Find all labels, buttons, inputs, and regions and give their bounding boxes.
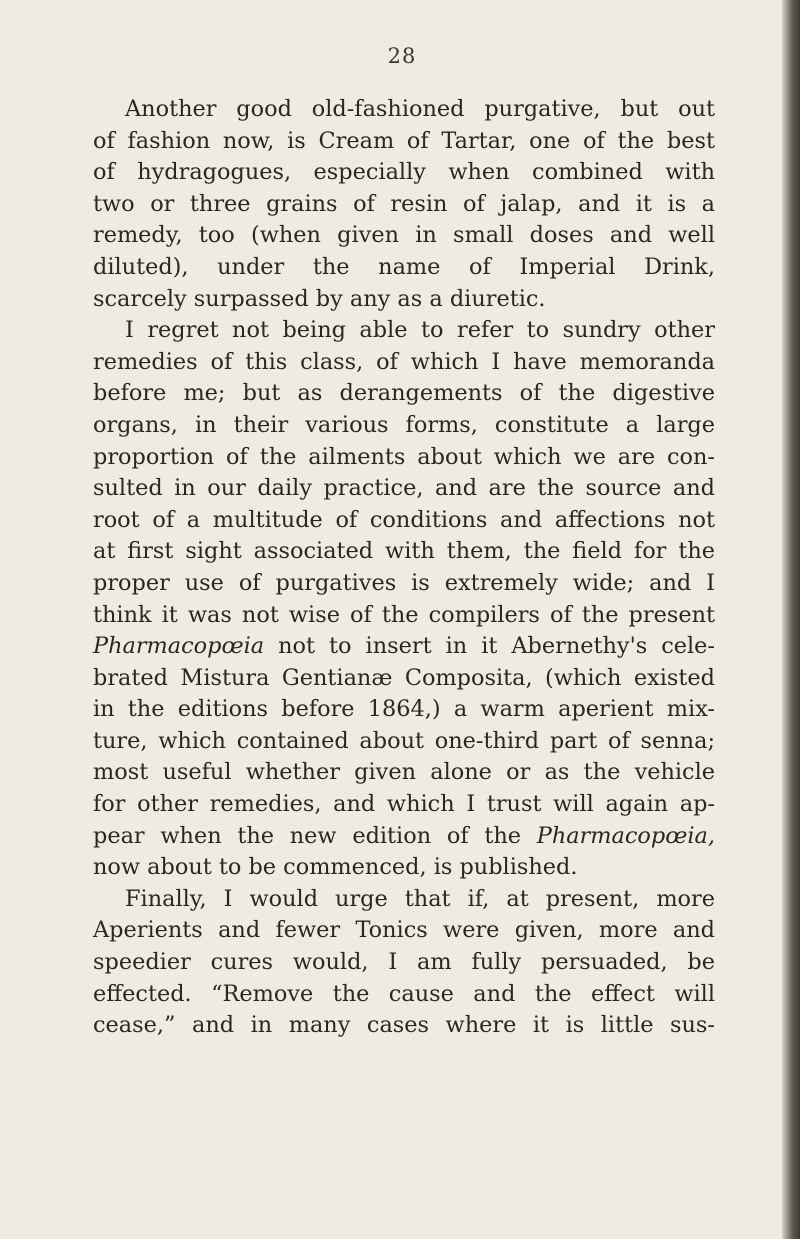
text-line: now about to be commenced, is published. [93, 854, 578, 881]
text-line: diluted), under the name of Imperial Drink, [93, 253, 715, 280]
text-line: most useful whether given alone or as the vehicle [93, 759, 715, 786]
paragraph-conclusion [93, 884, 715, 1042]
body-text [93, 94, 715, 1042]
book-binding-edge [782, 0, 800, 1239]
text-line: I regret not being able to refer to sundry other [125, 317, 715, 344]
paragraph-purgatives [93, 315, 715, 884]
text-line: cease,” and in many cases where it is little sus- [93, 1012, 715, 1039]
text-segment: pear when the new edition of the [93, 822, 537, 849]
text-line: of fashion now, is Cream of Tartar, one of the best [93, 127, 715, 154]
text-line [93, 631, 715, 663]
page-number: 28 [387, 44, 417, 68]
text-line: think it was not wise of the compilers of the present [93, 601, 715, 628]
text-line: sulted in our daily practice, and are the source and [93, 475, 715, 502]
text-line: for other remedies, and which I trust will again ap- [93, 791, 715, 818]
text-line: before me; but as derangements of the digestive [93, 380, 715, 407]
paragraph-cream-of-tartar [93, 94, 715, 315]
text-line: remedies of this class, of which I have memoranda [93, 348, 715, 375]
text-line: organs, in their various forms, constitute a large [93, 411, 715, 438]
text-line: ture, which contained about one-third part of senna; [93, 727, 715, 754]
text-line: root of a multitude of conditions and affections not [93, 506, 715, 533]
text-segment: not to insert in it Abernethy's cele- [264, 633, 715, 660]
text-line: brated Mistura Gentianæ Composita, (which existed [93, 664, 715, 691]
text-line: Another good old-fashioned purgative, but out [125, 96, 715, 122]
text-line: Aperients and fewer Tonics were given, more and [93, 917, 715, 944]
text-line: at first sight associated with them, the field for the [93, 538, 715, 565]
text-line: in the editions before 1864,) a warm aperient mix- [93, 696, 715, 723]
text-line: effected. “Remove the cause and the effect will [93, 980, 715, 1007]
text-line: remedy, too (when given in small doses and well [93, 222, 715, 249]
text-line: proportion of the ailments about which we are con- [93, 443, 715, 470]
text-line: of hydragogues, especially when combined with [93, 159, 715, 186]
text-line: two or three grains of resin of jalap, and it is a [93, 190, 715, 217]
text-line: speedier cures would, I am fully persuaded, be [93, 949, 715, 976]
text-line: scarcely surpassed by any as a diuretic. [93, 285, 546, 312]
text-line [93, 821, 715, 853]
italic-title: Pharmacopœia, [536, 822, 715, 849]
italic-title: Pharmacopœia [93, 633, 265, 660]
text-line: Finally, I would urge that if, at present, more [125, 885, 715, 912]
text-line: proper use of purgatives is extremely wide; and I [93, 569, 715, 596]
